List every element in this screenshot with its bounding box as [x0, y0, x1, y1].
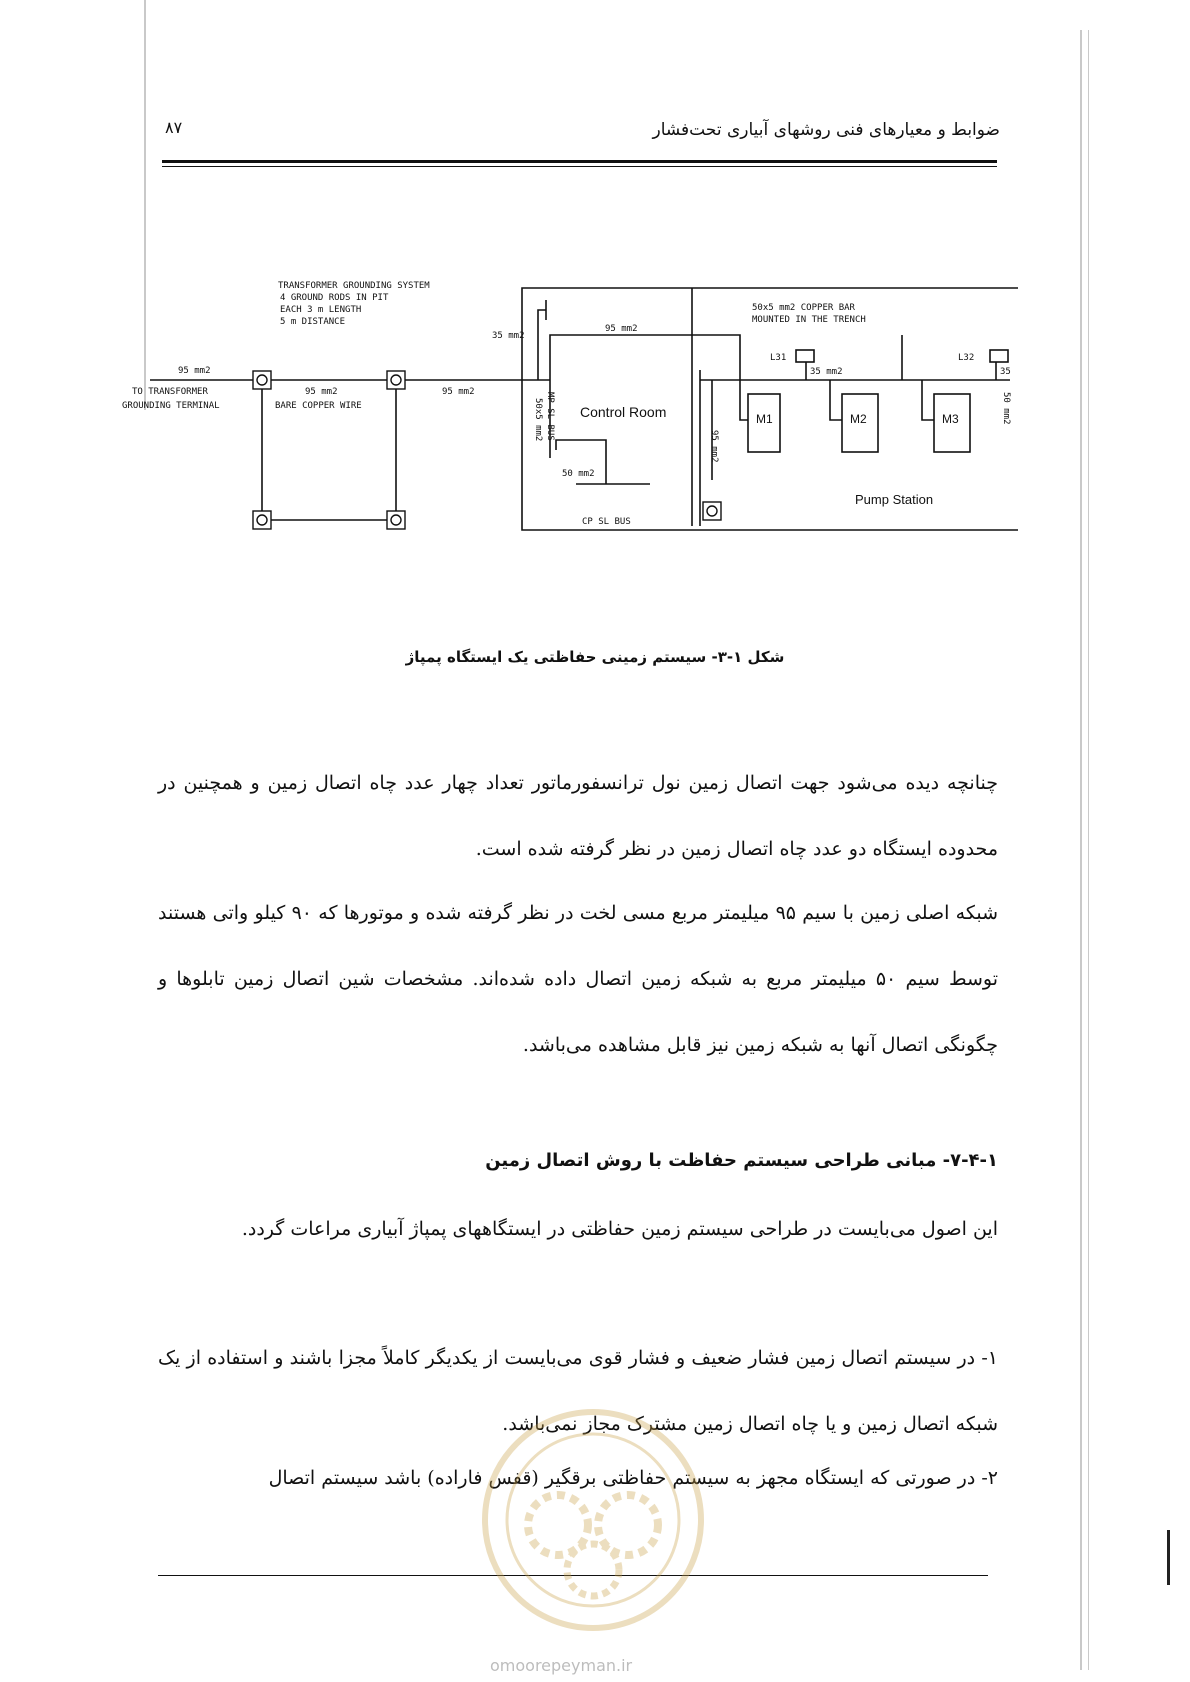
label-m3: M3 [942, 412, 959, 426]
section-heading: ۷-۴-۱- مبانی طراحی سیستم حفاظت با روش اتصال زمین [485, 1150, 998, 1171]
label-95-bare: 95 mm2 [305, 387, 338, 397]
label-95-mid: 95 mm2 [442, 387, 475, 397]
label-50-right: 50 mm2 [1001, 392, 1011, 425]
paragraph-3-text: این اصول می‌بایست در طراحی سیستم زمین حفاظتی در ایستگاههای پمپاژ آبیاری مراعات گردد. [241, 1218, 998, 1240]
label-control-room: Control Room [580, 404, 667, 420]
motor-m1-ground [740, 380, 748, 420]
label-l31: L31 [770, 353, 787, 363]
ground-rod-3-mark [257, 515, 267, 525]
scan-edge-right [1080, 30, 1082, 1670]
paragraph-2 [158, 880, 998, 1078]
transformer-note-3: 5 m DISTANCE [280, 317, 346, 327]
label-mp-bus: MP SL BUS [545, 392, 555, 441]
l32-box [990, 350, 1008, 362]
label-to-transformer-1: TO TRANSFORMER [132, 387, 208, 397]
header-rule-thin [162, 166, 997, 167]
label-50-bottom: 50 mm2 [562, 469, 595, 479]
figure-caption: شکل ۱-۳- سیستم زمینی حفاظتی یک ایستگاه پمپاژ [405, 648, 785, 666]
wire-95-top [550, 335, 740, 380]
label-cp-bus: CP SL BUS [582, 517, 631, 527]
transformer-note-2: EACH 3 m LENGTH [280, 305, 362, 315]
label-m2: M2 [850, 412, 867, 426]
paragraph-5-text: ۲- در صورتی که ایستگاه مجهز به سیستم حفاظتی برقگیر (قفس فاراده) باشد سیستم اتصال [268, 1467, 998, 1489]
watermark-seal-icon [478, 1405, 708, 1635]
ground-rod-4-mark [391, 515, 401, 525]
paragraph-1 [158, 750, 998, 882]
label-m1: M1 [756, 412, 773, 426]
transformer-title: TRANSFORMER GROUNDING SYSTEM [278, 281, 430, 291]
ground-rod-5-mark [707, 506, 717, 516]
label-copper-bar-2: MOUNTED IN THE TRENCH [752, 315, 866, 325]
label-to-transformer-2: GROUNDING TERMINAL [122, 401, 220, 411]
label-95-vertical: 95 mm2 [709, 430, 719, 463]
label-35-left: 35 mm2 [492, 331, 525, 341]
ground-rod-1-mark [257, 375, 267, 385]
label-95-top: 95 mm2 [605, 324, 638, 334]
l31-box [796, 350, 814, 362]
paragraph-2-text: شبکه اصلی زمین با سیم ۹۵ میلیمتر مربع مسی لخت در نظر گرفته شده و موتورها که ۹۰ کیلو واتی هستند توسط سیم ۵۰ میلیمتر مربع به شبکه زمین اتصال داده شده‌اند. مشخصات شین اتصال زمین تابلوها و چگونگی اتصال آنها به شبکه زمین نیز قابل مشاهده می‌باشد. [158, 902, 998, 1056]
motor-m2-ground [830, 380, 842, 420]
grounding-diagram [0, 270, 1030, 540]
running-header-title: ضوابط و معیارهای فنی روشهای آبیاری تحت‌فشار [652, 120, 1000, 140]
label-35-l31: 35 mm2 [810, 367, 843, 377]
header-rule-thick [162, 160, 997, 163]
label-bare-copper: BARE COPPER WIRE [275, 401, 362, 411]
wire-35-left [538, 310, 546, 380]
ground-rod-2-mark [391, 375, 401, 385]
paragraph-3 [158, 1196, 998, 1262]
label-copper-bar-1: 50x5 mm2 COPPER BAR [752, 303, 855, 313]
motor-m3-ground [922, 380, 934, 420]
label-35-l32: 35 [1000, 367, 1011, 377]
transformer-note-1: 4 GROUND RODS IN PIT [280, 293, 389, 303]
label-l32: L32 [958, 353, 975, 363]
scan-edge-right-2 [1088, 30, 1089, 1670]
label-95-left: 95 mm2 [178, 366, 211, 376]
paragraph-1-text: چنانچه دیده می‌شود جهت اتصال زمین نول ترانسفورماتور تعداد چهار عدد چاه اتصال زمین و همچنین در محدوده ایستگاه دو عدد چاه اتصال زمین در نظر گرفته شده است. [158, 772, 998, 860]
page-number: ۸۷ [165, 118, 183, 137]
scan-mark-right [1167, 1530, 1170, 1585]
label-pump-station: Pump Station [855, 492, 934, 507]
paragraph-4-text: ۱- در سیستم اتصال زمین فشار ضعیف و فشار قوی می‌بایست از یکدیگر کاملاً مجزا باشند و استفاده از یک شبکه اتصال زمین و یا چاه اتصال زمین مشترک مجاز نمی‌باشد. [158, 1347, 998, 1435]
label-bus-vertical: 50x5 mm2 [533, 398, 543, 442]
watermark-site-text: omoorepeyman.ir [490, 1656, 633, 1675]
